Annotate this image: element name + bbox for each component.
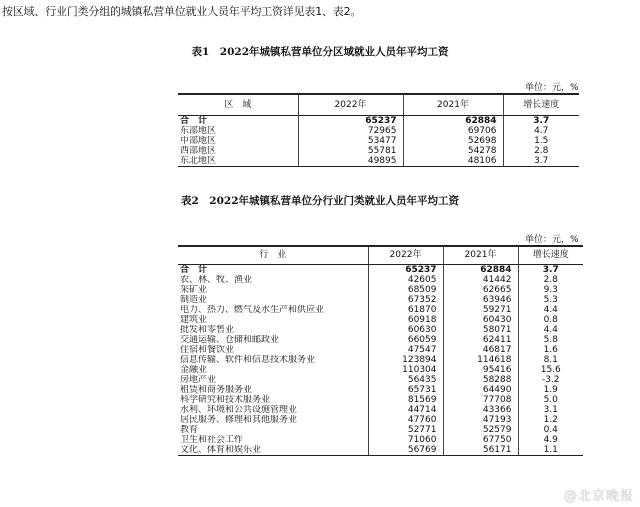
value-2021-cell: 52698 (403, 136, 503, 146)
row-name-cell: 电力、热力、燃气及水生产和供应业 (178, 305, 368, 315)
table-row (178, 385, 583, 395)
value-2021-cell: 64490 (443, 385, 518, 395)
value-2021-cell: 52579 (443, 425, 518, 435)
value-2022-cell: 81569 (368, 395, 443, 405)
table-row (178, 285, 583, 295)
value-2021-cell: 58071 (443, 325, 518, 335)
growth-rate-cell: 5.0 (543, 395, 558, 405)
table-row (178, 405, 583, 415)
value-2022-cell: 47547 (368, 345, 443, 355)
row-name-cell: 东北地区 (178, 156, 298, 167)
row-name-cell: 房地产业 (178, 375, 368, 385)
growth-rate-cell: 9.3 (543, 285, 558, 295)
growth-rate-cell: 2.8 (543, 275, 558, 285)
growth-rate-cell: 1.2 (543, 415, 558, 425)
value-2022-cell: 110304 (368, 365, 443, 375)
row-name-cell: 采矿业 (178, 285, 368, 295)
value-2021-cell: 54278 (403, 146, 503, 156)
table1-caption: 表1 2022年城镇私营单位分区域就业人员年平均工资 (191, 46, 449, 58)
table-row (178, 305, 583, 315)
row-name-cell: 制造业 (178, 295, 368, 305)
value-2021-cell: 58288 (443, 375, 518, 385)
growth-rate-cell: 1.5 (534, 136, 549, 146)
growth-rate-cell: 2.8 (534, 146, 549, 156)
row-name-cell: 西部地区 (178, 146, 298, 156)
value-2022-cell: 56435 (368, 375, 443, 385)
region-wage-table (178, 93, 579, 167)
table-row (178, 126, 579, 136)
value-2021-cell: 114618 (443, 355, 518, 365)
growth-rate-cell: 5.3 (543, 295, 558, 305)
value-2021-cell: 95416 (443, 365, 518, 375)
table-row (178, 265, 583, 276)
value-2021-cell: 48106 (403, 156, 503, 167)
row-name-cell: 批发和零售业 (178, 325, 368, 335)
growth-rate-cell: 3.7 (503, 156, 579, 167)
row-name-cell: 中部地区 (178, 136, 298, 146)
column-header: 2022年 (298, 94, 403, 116)
table2-unit: 单位：元，% (525, 235, 579, 245)
growth-rate-cell: 3.7 (542, 265, 559, 275)
value-2021-cell: 47193 (443, 415, 518, 425)
row-name-cell: 合 计 (178, 265, 368, 276)
row-name-cell: 交通运输、仓储和邮政业 (178, 335, 368, 345)
table-row (178, 425, 583, 435)
table1-unit: 单位：元，% (525, 83, 579, 93)
table-row (178, 275, 583, 285)
growth-rate-cell: 5.8 (543, 335, 558, 345)
table2-caption: 表2 2022年城镇私营单位分行业门类就业人员年平均工资 (180, 195, 460, 207)
growth-rate-cell: 0.4 (543, 425, 558, 435)
growth-rate-cell: 3.7 (533, 116, 550, 126)
value-2021-cell: 46817 (443, 345, 518, 355)
growth-rate-cell: 15.6 (540, 365, 561, 375)
value-2022-cell: 53477 (298, 136, 403, 146)
column-header: 行 业 (178, 246, 368, 265)
table-row (178, 355, 583, 365)
value-2022-cell: 65237 (298, 116, 403, 127)
column-header: 增长速度 (503, 94, 579, 116)
value-2022-cell: 72965 (298, 126, 403, 136)
column-header: 2022年 (368, 246, 443, 265)
value-2022-cell: 55781 (298, 146, 403, 156)
value-2021-cell: 60430 (443, 315, 518, 325)
growth-rate-cell: -3.2 (541, 375, 560, 385)
value-2022-cell: 66059 (368, 335, 443, 345)
value-2021-cell: 62884 (403, 116, 503, 127)
table-row (178, 375, 583, 385)
growth-rate-cell: 4.4 (543, 305, 558, 315)
column-header: 2021年 (403, 94, 503, 116)
table-row (178, 415, 583, 425)
table-row (178, 146, 579, 156)
growth-rate-cell: 1.6 (543, 345, 558, 355)
growth-rate-cell: 1.9 (543, 385, 558, 395)
value-2022-cell: 47760 (368, 415, 443, 425)
intro-text: 按区域、行业门类分组的城镇私营单位就业人员年平均工资详见表1、表2。 (2, 5, 362, 18)
value-2021-cell: 56171 (443, 445, 518, 456)
table-row (178, 295, 583, 305)
row-name-cell: 教育 (178, 425, 368, 435)
row-name-cell: 住宿和餐饮业 (178, 345, 368, 355)
table-row (178, 325, 583, 335)
row-name-cell: 租赁和商务服务业 (178, 385, 368, 395)
value-2022-cell: 44714 (368, 405, 443, 415)
row-name-cell: 信息传输、软件和信息技术服务业 (178, 355, 368, 365)
table-row (178, 335, 583, 345)
value-2022-cell: 123894 (368, 355, 443, 365)
value-2022-cell: 65237 (368, 265, 443, 276)
value-2022-cell: 67352 (368, 295, 443, 305)
value-2021-cell: 63946 (443, 295, 518, 305)
table-row (178, 116, 579, 127)
value-2022-cell: 56769 (368, 445, 443, 456)
value-2021-cell: 69706 (403, 126, 503, 136)
growth-rate-cell: 4.4 (543, 325, 558, 335)
table-row (178, 435, 583, 445)
table-row (178, 445, 583, 456)
row-name-cell: 金融业 (178, 365, 368, 375)
value-2021-cell: 62884 (443, 265, 518, 276)
value-2021-cell: 43366 (443, 405, 518, 415)
growth-rate-cell: 3.1 (543, 405, 558, 415)
value-2021-cell: 41442 (443, 275, 518, 285)
value-2022-cell: 52771 (368, 425, 443, 435)
row-name-cell: 居民服务、修理和其他服务业 (178, 415, 368, 425)
watermark-logo: @北京晚报 (563, 489, 634, 504)
column-header: 2021年 (443, 246, 518, 265)
growth-rate-cell: 0.8 (543, 315, 558, 325)
value-2022-cell: 49895 (298, 156, 403, 167)
row-name-cell: 建筑业 (178, 315, 368, 325)
value-2022-cell: 65731 (368, 385, 443, 395)
row-name-cell: 科学研究和技术服务业 (178, 395, 368, 405)
row-name-cell: 水利、环境和公共设施管理业 (178, 405, 368, 415)
table-row (178, 395, 583, 405)
column-header: 增长速度 (518, 246, 583, 265)
table-header-row (178, 246, 583, 265)
row-name-cell: 合 计 (178, 116, 298, 127)
value-2021-cell: 62411 (443, 335, 518, 345)
value-2021-cell: 62665 (443, 285, 518, 295)
table-row (178, 345, 583, 355)
value-2022-cell: 42605 (368, 275, 443, 285)
growth-rate-cell: 8.1 (543, 355, 558, 365)
row-name-cell: 东部地区 (178, 126, 298, 136)
value-2021-cell: 77708 (443, 395, 518, 405)
growth-rate-cell: 4.7 (534, 126, 549, 136)
growth-rate-cell: 1.1 (518, 445, 583, 456)
value-2021-cell: 67750 (443, 435, 518, 445)
row-name-cell: 农、林、牧、渔业 (178, 275, 368, 285)
row-name-cell: 文化、体育和娱乐业 (178, 445, 368, 456)
table-row (178, 136, 579, 146)
value-2022-cell: 61870 (368, 305, 443, 315)
table-row (178, 315, 583, 325)
value-2022-cell: 68509 (368, 285, 443, 295)
value-2022-cell: 60918 (368, 315, 443, 325)
table-row (178, 365, 583, 375)
column-header: 区 域 (178, 94, 298, 116)
value-2021-cell: 59271 (443, 305, 518, 315)
value-2022-cell: 71060 (368, 435, 443, 445)
table-header-row (178, 94, 579, 116)
table-row (178, 156, 579, 167)
row-name-cell: 卫生和社会工作 (178, 435, 368, 445)
growth-rate-cell: 4.9 (543, 435, 558, 445)
industry-wage-table (178, 245, 583, 456)
value-2022-cell: 60630 (368, 325, 443, 335)
